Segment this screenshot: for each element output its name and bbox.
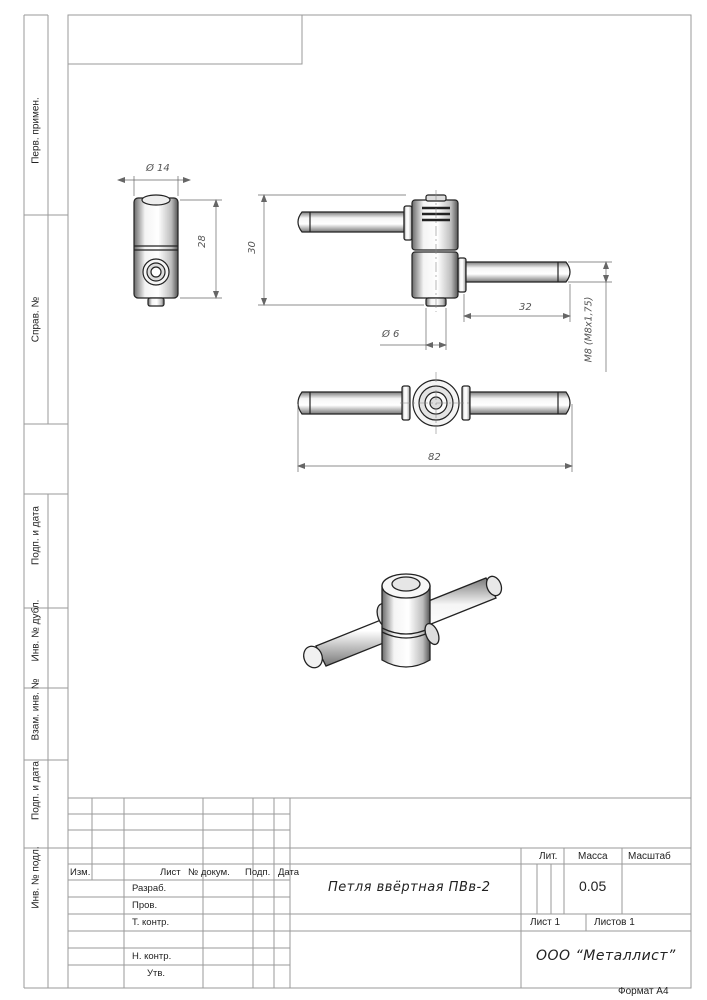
side-label-inv-podl: Инв. № подл. (30, 846, 42, 909)
mass-value: 0.05 (579, 878, 607, 894)
company-name: ООО “Металлист” (536, 948, 676, 964)
label-lit: Лит. (539, 851, 558, 862)
label-massa: Масса (578, 851, 608, 862)
side-label-vzam-inv: Взам. инв. № (30, 678, 42, 741)
format-label: Формат А4 (618, 986, 669, 997)
dim-length-32: 32 (519, 302, 532, 313)
dim-thread-m8: M8 (M8x1,75) (583, 296, 595, 363)
header-podp: Подп. (245, 867, 271, 878)
dim-length-82: 82 (428, 452, 441, 463)
side-label-sprav-no: Справ. № (30, 296, 42, 343)
header-izm: Изм. (70, 867, 91, 878)
role-n-kontr: Н. контр. (132, 951, 172, 962)
isometric-view (301, 574, 505, 671)
dim-height-30: 30 (246, 241, 258, 254)
sheet-number: Лист 1 (530, 917, 561, 928)
sheets-total: Листов 1 (594, 917, 635, 928)
side-label-podp-data-1: Подп. и дата (30, 506, 42, 565)
side-view (134, 195, 178, 306)
top-view (298, 372, 570, 434)
role-razrab: Разраб. (132, 883, 167, 894)
front-view (298, 190, 570, 312)
dim-height-28: 28 (196, 235, 208, 248)
drawing-title: Петля ввёртная ПВв-2 (328, 880, 491, 895)
side-label-inv-dubl: Инв. № дубл. (30, 599, 42, 662)
role-utv: Утв. (147, 968, 166, 979)
header-data: Дата (278, 867, 300, 878)
dim-diameter-6: Ø 6 (382, 329, 400, 340)
header-list: Лист (160, 867, 181, 878)
dim-diameter-14: Ø 14 (146, 163, 170, 174)
label-masshtab: Масштаб (628, 851, 671, 862)
role-t-kontr: Т. контр. (132, 917, 170, 928)
side-label-podp-data-2: Подп. и дата (30, 761, 42, 820)
side-label-perv-primen: Перв. примен. (30, 97, 42, 164)
role-prov: Пров. (132, 900, 158, 911)
header-doc-no: № докум. (188, 867, 230, 878)
